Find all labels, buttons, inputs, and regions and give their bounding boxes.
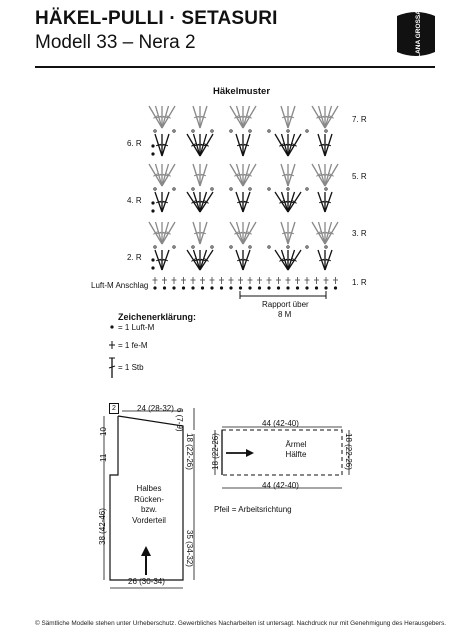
chain-dot (211, 130, 213, 132)
chain-dot (154, 188, 156, 190)
chain-dot (306, 188, 308, 190)
chain-dot (151, 266, 154, 269)
chain-dot (286, 286, 289, 289)
chain-dot (305, 286, 308, 289)
chain-dot (230, 246, 232, 248)
chain-dot (220, 286, 223, 289)
back-bottom-width: 26 (30-34) (128, 577, 165, 586)
sleeve-top-width: 44 (42-40) (262, 419, 299, 428)
chain-dot (151, 258, 154, 261)
chain-dot (172, 286, 175, 289)
shoulder-drop: 6 (7-9) (175, 408, 184, 432)
chain-dot (325, 246, 327, 248)
legend-item-sc: = 1 fe-M (118, 341, 148, 350)
chain-dot (153, 286, 156, 289)
legend-item-chain: = 1 Luft-M (118, 323, 155, 332)
chain-dot (191, 286, 194, 289)
chain-dot (325, 188, 327, 190)
chain-dot (192, 246, 194, 248)
chain-dot (154, 246, 156, 248)
foundation-label: Luft-M Anschlag (91, 281, 149, 290)
chain-dot (287, 246, 289, 248)
chain-dot (287, 130, 289, 132)
chain-dot (210, 286, 213, 289)
right-armhole-dim: 18 (22-26) (185, 433, 194, 470)
legend-heading: Zeichenerklärung: (118, 312, 197, 322)
row-label-1: 1. R (352, 278, 367, 287)
chain-dot (239, 286, 242, 289)
chain-dot (211, 188, 213, 190)
chain-dot (192, 130, 194, 132)
chain-dot (277, 286, 280, 289)
sleeve-arrow-head (246, 449, 254, 457)
back-label: Halbes Rücken- bzw. Vorderteil (132, 484, 166, 525)
chain-dot (173, 188, 175, 190)
arrow-note: Pfeil = Arbeitsrichtung (214, 505, 292, 514)
chain-dot (154, 130, 156, 132)
chain-dot (258, 286, 261, 289)
sleeve-label: Ärmel Hälfte (285, 440, 307, 459)
sleeve-right-height: 18 (22-26) (344, 433, 353, 470)
chain-dot (248, 286, 251, 289)
box-number: 2 (109, 403, 119, 414)
chain-dot (325, 130, 327, 132)
chain-dot (201, 286, 204, 289)
chain-dot (249, 130, 251, 132)
repeat-count: 8 M (278, 310, 292, 319)
row-label-7: 7. R (352, 115, 367, 124)
arrow-head (141, 546, 151, 556)
chain-dot (268, 130, 270, 132)
copyright-footer: © Sämtliche Modelle stehen unter Urheberschutz. Gewerbliches Nacharbeiten ist untersagt. Nachdruck nur mit Genehmigung des Herausgebers. (35, 620, 447, 627)
row-label-3: 3. R (352, 229, 367, 238)
chain-dot (151, 209, 154, 212)
chain-dot (268, 246, 270, 248)
chain-dot (268, 188, 270, 190)
left-bottom-dim: 38 (42-46) (98, 508, 107, 545)
row-label-6: 6. R (127, 139, 142, 148)
chain-dot (182, 286, 185, 289)
chain-dot (287, 188, 289, 190)
chain-dot (249, 188, 251, 190)
sleeve-bottom-width: 44 (42-40) (262, 481, 299, 490)
repeat-label: Rapport über (262, 300, 309, 309)
legend-item-dc: = 1 Stb (118, 363, 144, 372)
chain-dot (110, 325, 113, 328)
chain-dot (334, 286, 337, 289)
row-label-5: 5. R (352, 172, 367, 181)
chain-dot (173, 246, 175, 248)
row-label-4: 4. R (127, 196, 142, 205)
left-mid-dim: 11 (99, 453, 108, 462)
chain-dot (173, 130, 175, 132)
page-title: HÄKEL-PULLI · SETASURI (35, 8, 278, 29)
chain-dot (151, 201, 154, 204)
pattern-title: Häkelmuster (213, 86, 271, 97)
chain-dot (230, 130, 232, 132)
chain-dot (306, 246, 308, 248)
left-top-dim: 10 (99, 427, 108, 436)
right-body-dim: 35 (34-32) (185, 530, 194, 567)
chain-dot (151, 152, 154, 155)
chain-dot (315, 286, 318, 289)
chain-dot (267, 286, 270, 289)
chain-dot (296, 286, 299, 289)
chain-dot (324, 286, 327, 289)
row-label-2: 2. R (127, 253, 142, 262)
chain-dot (230, 188, 232, 190)
sleeve-left-height: 18 (22-26) (211, 433, 220, 470)
chain-dot (211, 246, 213, 248)
chain-dot (306, 130, 308, 132)
logo-text: LANA GROSSA (415, 10, 422, 58)
chain-dot (151, 144, 154, 147)
model-subtitle: Modell 33 – Nera 2 (35, 32, 196, 53)
chain-dot (192, 188, 194, 190)
chain-dot (229, 286, 232, 289)
chain-dot (249, 246, 251, 248)
chain-dot (163, 286, 166, 289)
back-top-width: 24 (28-32) (137, 404, 174, 413)
